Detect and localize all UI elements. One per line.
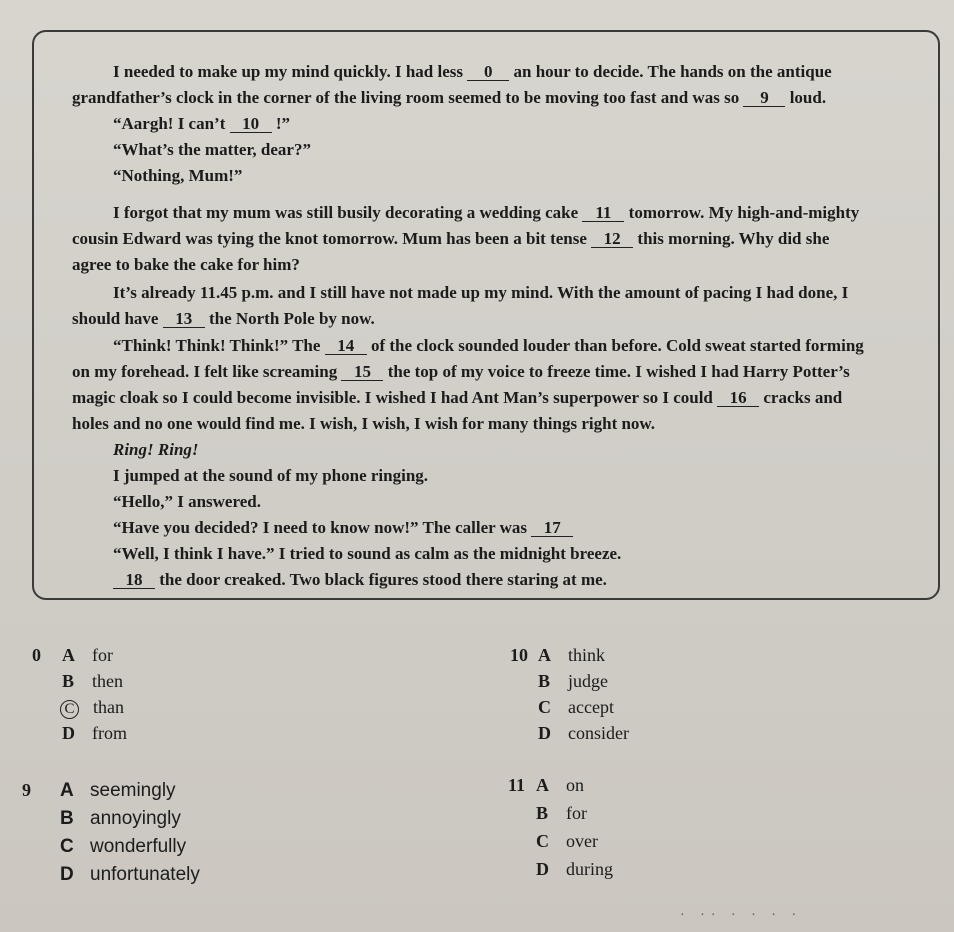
option-letter: A <box>60 780 74 801</box>
passage-text: an hour to decide. The hands on the antique <box>509 62 832 81</box>
option-9-d[interactable] <box>60 864 200 886</box>
passage-line <box>113 544 621 564</box>
option-letter: A <box>62 645 75 665</box>
passage-line <box>113 283 848 303</box>
option-0-d[interactable] <box>62 723 127 744</box>
blank-9: 9 <box>743 90 785 107</box>
passage-line <box>113 440 199 460</box>
passage-text: this morning. Why did she <box>633 229 830 248</box>
option-10-b[interactable] <box>538 671 608 692</box>
passage-text: It’s already 11.45 p.m. and I still have not made up my mind. With the amount of pacing I had done, I <box>113 283 849 302</box>
passage-text: “Have you decided? I need to know now!” The caller was <box>113 518 532 537</box>
option-text: think <box>568 645 606 665</box>
option-letter: D <box>536 859 549 879</box>
passage-text: cousin Edward was tying the knot tomorrow. Mum has been a bit tense <box>72 229 592 248</box>
passage-text: I jumped at the sound of my phone ringing. <box>113 466 429 485</box>
option-text: then <box>92 671 123 691</box>
option-letter: C <box>538 697 551 717</box>
passage-line <box>113 140 311 160</box>
passage-line <box>113 492 261 512</box>
blank-0: 0 <box>467 64 509 81</box>
option-letter: B <box>538 671 551 691</box>
question-number-0: 0 <box>32 645 41 665</box>
passage-line <box>72 414 655 434</box>
option-10-c[interactable] <box>538 697 614 718</box>
passage-text: holes and no one would find me. I wish, I wish, I wish for many things right now. <box>72 414 656 433</box>
blank-17: 17 <box>531 520 573 537</box>
passage-text: “Aargh! I can’t <box>113 114 230 133</box>
option-0-c[interactable] <box>62 697 124 719</box>
passage-line <box>72 362 850 382</box>
option-0-a[interactable] <box>62 645 113 666</box>
passage-line <box>113 570 607 590</box>
passage-text: agree to bake the cake for him? <box>72 255 300 274</box>
passage-line <box>113 166 242 186</box>
blank-11: 11 <box>582 205 624 222</box>
passage-text: I forgot that my mum was still busily decorating a wedding cake <box>113 203 583 222</box>
option-9-a[interactable] <box>60 780 176 802</box>
passage-line <box>72 309 375 329</box>
passage-text: I needed to make up my mind quickly. I had less <box>113 62 468 81</box>
option-text: for <box>92 645 113 665</box>
blank-14: 14 <box>325 338 367 355</box>
option-10-d[interactable] <box>538 723 629 744</box>
option-letter: C <box>536 831 549 851</box>
passage-text: magic cloak so I could become invisible. I wished I had Ant Man’s superpower so I could <box>72 388 718 407</box>
passage-line <box>113 114 290 134</box>
blank-10: 10 <box>230 116 272 133</box>
option-letter: A <box>538 645 551 665</box>
option-text: judge <box>568 671 608 691</box>
question-number-11: 11 <box>508 775 526 795</box>
option-9-c[interactable] <box>60 836 186 858</box>
option-11-b[interactable] <box>536 803 587 824</box>
option-11-d[interactable] <box>536 859 613 880</box>
option-text: over <box>566 831 598 851</box>
option-letter: D <box>62 723 75 743</box>
option-text: from <box>92 723 127 743</box>
option-letter: B <box>536 803 549 823</box>
passage-text: “What’s the matter, dear?” <box>113 140 311 159</box>
passage-text: “Think! Think! Think!” The <box>113 336 325 355</box>
option-letter: D <box>60 864 74 885</box>
question-number-9: 9 <box>22 780 31 800</box>
passage-line <box>72 229 829 249</box>
passage-text: “Well, I think I have.” I tried to sound as calm as the midnight breeze. <box>113 544 622 563</box>
option-letter: D <box>538 723 551 743</box>
passage-text: the North Pole by now. <box>204 309 375 328</box>
passage-text: the door creaked. Two black figures stood there staring at me. <box>155 570 607 589</box>
option-11-c[interactable] <box>536 831 598 852</box>
option-letter: B <box>62 671 75 691</box>
passage-text: “Hello,” I answered. <box>113 492 261 511</box>
passage-text: Ring! Ring! <box>113 440 199 459</box>
passage-text: on my forehead. I felt like screaming <box>72 362 342 381</box>
option-text: seemingly <box>90 780 176 801</box>
option-text: than <box>93 697 124 717</box>
option-text: unfortunately <box>90 864 200 885</box>
option-0-b[interactable] <box>62 671 123 692</box>
passage-line <box>113 62 832 82</box>
question-number-10: 10 <box>510 645 528 665</box>
passage-text: should have <box>72 309 163 328</box>
option-text: wonderfully <box>90 836 187 857</box>
passage-line <box>113 518 573 538</box>
passage-line <box>113 466 428 486</box>
passage-text: grandfather’s clock in the corner of the living room seemed to be moving too fast and was so <box>72 88 744 107</box>
circled-answer-letter: C <box>60 700 79 719</box>
passage-text: the top of my voice to freeze time. I wished I had Harry Potter’s <box>383 362 850 381</box>
passage-text: loud. <box>785 88 827 107</box>
passage-text: of the clock sounded louder than before. Cold sweat started forming <box>366 336 864 355</box>
passage-text: “Nothing, Mum!” <box>113 166 243 185</box>
option-10-a[interactable] <box>538 645 605 666</box>
option-11-a[interactable] <box>536 775 584 796</box>
option-text: on <box>566 775 584 795</box>
blank-13: 13 <box>163 311 205 328</box>
option-text: consider <box>568 723 629 743</box>
passage-line <box>113 336 864 356</box>
option-letter: B <box>60 808 74 829</box>
passage-line <box>72 388 842 408</box>
blank-18: 18 <box>113 572 155 589</box>
passage-text: tomorrow. My high-and-mighty <box>624 203 860 222</box>
blank-12: 12 <box>591 231 633 248</box>
blank-15: 15 <box>341 364 383 381</box>
option-letter: C <box>60 836 74 857</box>
option-text: annoyingly <box>90 808 181 829</box>
passage-line <box>113 203 859 223</box>
option-9-b[interactable] <box>60 808 181 830</box>
blank-16: 16 <box>717 390 759 407</box>
option-text: accept <box>568 697 614 717</box>
page-dots: · ·· · · · · <box>680 908 803 923</box>
passage-text: cracks and <box>759 388 843 407</box>
passage-line <box>72 255 300 275</box>
passage-text: !” <box>271 114 291 133</box>
option-letter: A <box>536 775 549 795</box>
passage-line <box>72 88 826 108</box>
option-text: for <box>566 803 587 823</box>
option-text: during <box>566 859 613 879</box>
